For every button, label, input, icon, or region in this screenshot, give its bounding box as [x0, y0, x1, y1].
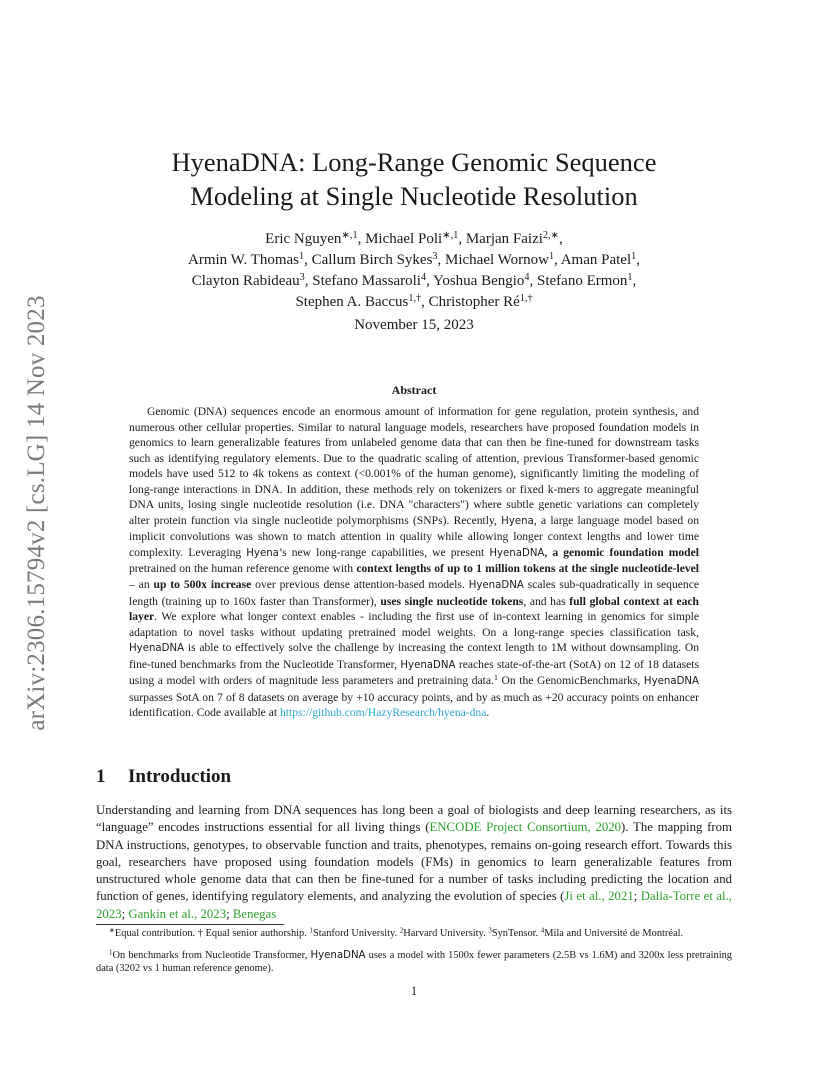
abstract-text: . We explore what longer context enables - including the first use of in-context learning in genomics for simple adaptation to novel tasks without updating pretrained model weights. On a long-range species classification task,	[129, 610, 699, 639]
arxiv-identifier: arXiv:2306.15794v2 [cs.LG] 14 Nov 2023	[23, 295, 50, 731]
footnote-marker: 1	[309, 926, 313, 935]
citation-link[interactable]: Dalla-Torre et al., 2023	[96, 889, 732, 921]
abstract-text: Genomic (DNA) sequences encode an enormous amount of information for gene regulation, protein synthesis, and numerous other cellular properties. Similar to natural language models, researchers have proposed foundation models in genomics to learn generalizable features from unlabeled genome data that can then be fine-tuned for downstream tasks such as identifying regulatory elements. Due to the quadratic scaling of attention, previous Transformer-based genomic models have used 512 to 4k tokens as context (<0.001% of the human genome), significantly limiting the modeling of long-range interactions in DNA. In addition, these methods rely on tokenizers or fixed k-mers to aggregate meaningful DNA units, losing single nucleotide resolution (i.e. DNA "characters") where subtle genetic variations can completely alter protein function via single nucleotide polymorphisms (SNPs). Recently,	[129, 405, 699, 527]
footnote-marker: 2	[399, 926, 404, 935]
footnote-text: Stanford University.	[312, 928, 400, 939]
footnote-equal-contribution	[96, 927, 732, 941]
hyenadna-name: HyenaDNA	[489, 547, 545, 559]
footnote-text: SynTensor.	[491, 928, 541, 939]
abstract-heading: Abstract	[391, 383, 437, 397]
author-affiliation: 3	[299, 271, 305, 283]
paper-title	[96, 145, 732, 213]
intro-text: ;	[226, 906, 233, 921]
abstract-text: .	[486, 706, 490, 720]
author-affiliation: 3	[432, 250, 438, 262]
author-name: Marjan Faizi	[465, 231, 543, 247]
author-affiliation: ∗,1	[341, 229, 358, 241]
abstract-text: ’s new long-range capabilities, we present	[278, 545, 490, 559]
citation-link[interactable]: Ji et al., 2021	[564, 889, 634, 904]
author-list	[96, 229, 732, 313]
citation-link[interactable]: ENCODE Project Consortium, 2020	[429, 820, 622, 835]
footnote-divider	[96, 924, 284, 925]
author-line-4: Stephen A. Baccus$^{1,\dagger}$, Christopher $Ré^{1,\dagger}$	[295, 292, 533, 310]
abstract-text: , a large language model based on implicit convolutions was shown to match attention in quality while allowing longer context lengths and lower time complexity. Leveraging	[129, 513, 700, 559]
abstract-text: reaches state-of-the-art (SotA) on 12 of 18 datasets using a model with orders of magnitude less parameters and pretraining data.	[129, 657, 699, 688]
hyenadna-name: HyenaDNA	[643, 676, 699, 688]
footnote-marker: 3	[488, 926, 492, 935]
abstract-text: pretrained on the human reference genome with	[129, 562, 357, 576]
author-line-3: Clayton Rabideau$^3$, Stefano Massaroli$^4$, Yoshua Bengio$^4$, Stefano Ermon$^1$,	[191, 271, 637, 289]
author-name: Armin W. Thomas	[188, 252, 299, 268]
abstract-bold: uses single nucleotide tokens	[380, 594, 524, 608]
author-name: Michael Poli	[365, 231, 443, 247]
hyenadna-name: HyenaDNA	[310, 949, 366, 961]
author-affiliation: ∗,1	[442, 229, 459, 241]
footnote-marker: 4	[540, 926, 545, 935]
author-name: Christopher Ré	[428, 294, 520, 310]
citation-link[interactable]: Gankin et al., 2023	[128, 906, 227, 921]
abstract-text: over previous dense attention-based models.	[251, 578, 469, 592]
footnote-text: Harvard University.	[403, 928, 489, 939]
author-name: Callum Birch Sykes	[311, 252, 433, 268]
author-name: Stefano Ermon	[537, 273, 628, 289]
abstract-bold: full global context at each layer	[129, 594, 699, 624]
intro-text: ;	[633, 889, 641, 904]
author-name: Michael Wornow	[445, 252, 549, 268]
author-affiliation: 1	[548, 250, 555, 262]
page-number: 1	[410, 984, 418, 998]
abstract-text: On the GenomicBenchmarks,	[497, 674, 644, 688]
footnote-marker: 1	[493, 673, 498, 683]
section-number: 1	[96, 766, 106, 787]
footnote-text: On benchmarks from Nucleotide Transformer,	[112, 949, 311, 961]
author-name: Stephen A. Baccus	[295, 294, 409, 310]
author-affiliation: 1	[631, 250, 637, 262]
abstract-body	[129, 404, 699, 721]
title-line-1: HyenaDNA: Long-Range Genomic Sequence	[171, 147, 657, 177]
abstract-bold: up to 500x increase	[153, 578, 252, 592]
author-name: Clayton Rabideau	[191, 273, 300, 289]
intro-text: ). The mapping from DNA instructions, genotypes, to observable function and traits, phenotypes, remains on-going research effort. Towards this goal, researchers have proposed using foundation models (FMs) in genomics to learn generalizable features from unstructured whole genome data that can then be fine-tuned for a number of tasks including predicting the location and function of genes, identifying regulatory elements, and analyzing the evolution of species (	[96, 820, 733, 904]
footnote-benchmarks	[96, 949, 732, 976]
author-affiliation: 1	[627, 271, 633, 283]
intro-text: ;	[121, 906, 129, 921]
abstract-bold: , a genomic foundation model	[544, 545, 699, 559]
section-title: Introduction	[128, 766, 232, 787]
hyenadna-name: HyenaDNA	[400, 659, 456, 671]
author-name: Stefano Massaroli	[312, 273, 421, 289]
hyenadna-name: HyenaDNA	[468, 580, 524, 592]
intro-text: Understanding and learning from DNA sequences has long been a goal of biologists and deep learning researchers, as its “language” encodes instructions essential for all living things (	[96, 803, 732, 835]
hyena-name: Hyena	[501, 515, 534, 527]
arxiv-sidebar	[22, 288, 52, 738]
author-name: Eric Nguyen	[265, 231, 342, 247]
footnote-marker: ∗	[109, 926, 115, 935]
hyenadna-name: HyenaDNA	[129, 643, 185, 655]
abstract-text: , and has	[523, 594, 570, 608]
author-affiliation: 1	[299, 250, 305, 262]
citation-link[interactable]: Benegas	[232, 906, 277, 921]
author-affiliation: 1,†	[408, 292, 422, 304]
publication-date: November 15, 2023	[354, 317, 474, 333]
title-line-2: Modeling at Single Nucleotide Resolution	[190, 181, 638, 211]
footnotes	[96, 927, 732, 976]
author-line-2: Armin W. Thomas$^1$, Callum Birch Sykes$^3$, Michael Wornow$^1$, Aman Patel$^1$,	[188, 250, 640, 268]
author-name: Yoshua Bengio	[433, 273, 525, 289]
author-affiliation: 1,†	[519, 292, 533, 304]
author-affiliation: 4	[420, 271, 427, 283]
abstract-text: surpasses SotA on 7 of 8 datasets on average by +10 accuracy points, and by as much as +20 accuracy points on enhancer identification. Code available at	[129, 690, 699, 720]
footnote-text: uses a model with 1500x fewer parameters (2.5B vs 1.6M) and 3200x less pretraining data (3202 vs 1 human reference genome).	[96, 949, 732, 975]
author-affiliation: 4	[524, 271, 530, 283]
abstract-text: scales sub-quadratically in sequence length (training up to 160x faster than Transformer),	[129, 578, 699, 608]
introduction-paragraph	[96, 802, 732, 923]
author-affiliation: 2,∗	[542, 229, 560, 241]
author-line-1: Eric Nguyen$^{∗,1}$, Michael Poli$^{∗,1}$, Marjan Faizi$^{2,∗}$,	[265, 229, 563, 247]
footnote-marker: 1	[109, 948, 113, 957]
footnote-text: Equal contribution. † Equal senior authorship.	[114, 928, 310, 939]
author-name: Aman Patel	[560, 252, 632, 268]
footnote-text: Mila and Université de Montréal.	[544, 928, 684, 939]
code-link[interactable]: https://github.com/HazyResearch/hyena-dna	[280, 706, 487, 720]
hyena-name: Hyena	[246, 547, 279, 559]
abstract-text: – an	[129, 578, 154, 592]
abstract-bold: context lengths of up to 1 million tokens at the single nucleotide-level	[356, 562, 700, 576]
abstract-text: is able to effectively solve the challenge by increasing the context length to 1M without downsampling. On fine-tuned benchmarks from the Nucleotide Transformer,	[129, 641, 699, 671]
